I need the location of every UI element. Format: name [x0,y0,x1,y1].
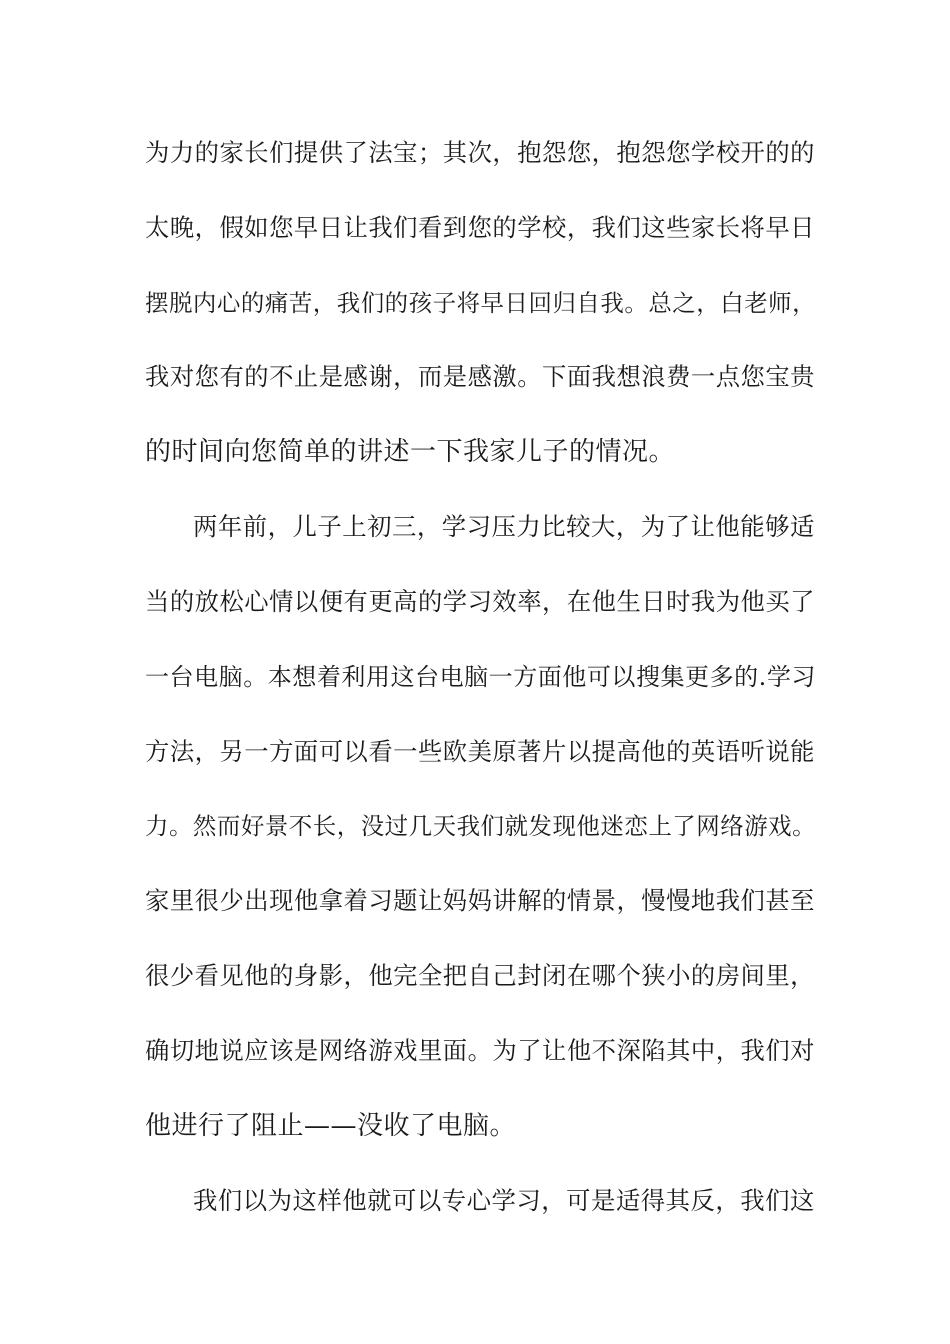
text-line: 摆脱内心的痛苦，我们的孩子将早日回归自我。总之，白老师， [145,289,817,317]
text-line: 方法，另一方面可以看一些欧美原著片以提高他的英语听说能 [145,737,815,766]
text-line: 的时间向您简单的讲述一下我家儿子的情况。 [145,437,676,467]
paragraph-first-line: 两年前，儿子上初三，学习压力比较大，为了让他能够适 [193,512,815,541]
text-line: 一台电脑。本想着利用这台电脑一方面他可以搜集更多的.学习 [145,663,816,691]
text-line: 为力的家长们提供了法宝；其次，抱怨您，抱怨您学校开的的 [145,138,815,167]
text-line: 他进行了阻止——没收了电脑。 [145,1111,517,1141]
text-line: 力。然而好景不长，没过几天我们就发现他迷恋上了网络游戏。 [145,812,817,840]
text-line: 确切地说应该是网络游戏里面。为了让他不深陷其中，我们对 [145,1036,815,1065]
text-line: 很少看见他的身影，他完全把自己封闭在哪个狭小的房间里， [145,961,815,990]
text-line: 家里很少出现他拿着习题让妈妈讲解的情景，慢慢地我们甚至 [145,886,815,915]
text-line: 我对您有的不止是感谢，而是感激。下面我想浪费一点您宝贵 [145,362,815,391]
text-line: 当的放松心情以便有更高的学习效率，在他生日时我为他买了 [145,587,815,616]
paragraph-first-line: 我们以为这样他就可以专心学习，可是适得其反，我们这 [193,1186,815,1215]
text-line: 太晚，假如您早日让我们看到您的学校，我们这些家长将早日 [145,213,815,242]
